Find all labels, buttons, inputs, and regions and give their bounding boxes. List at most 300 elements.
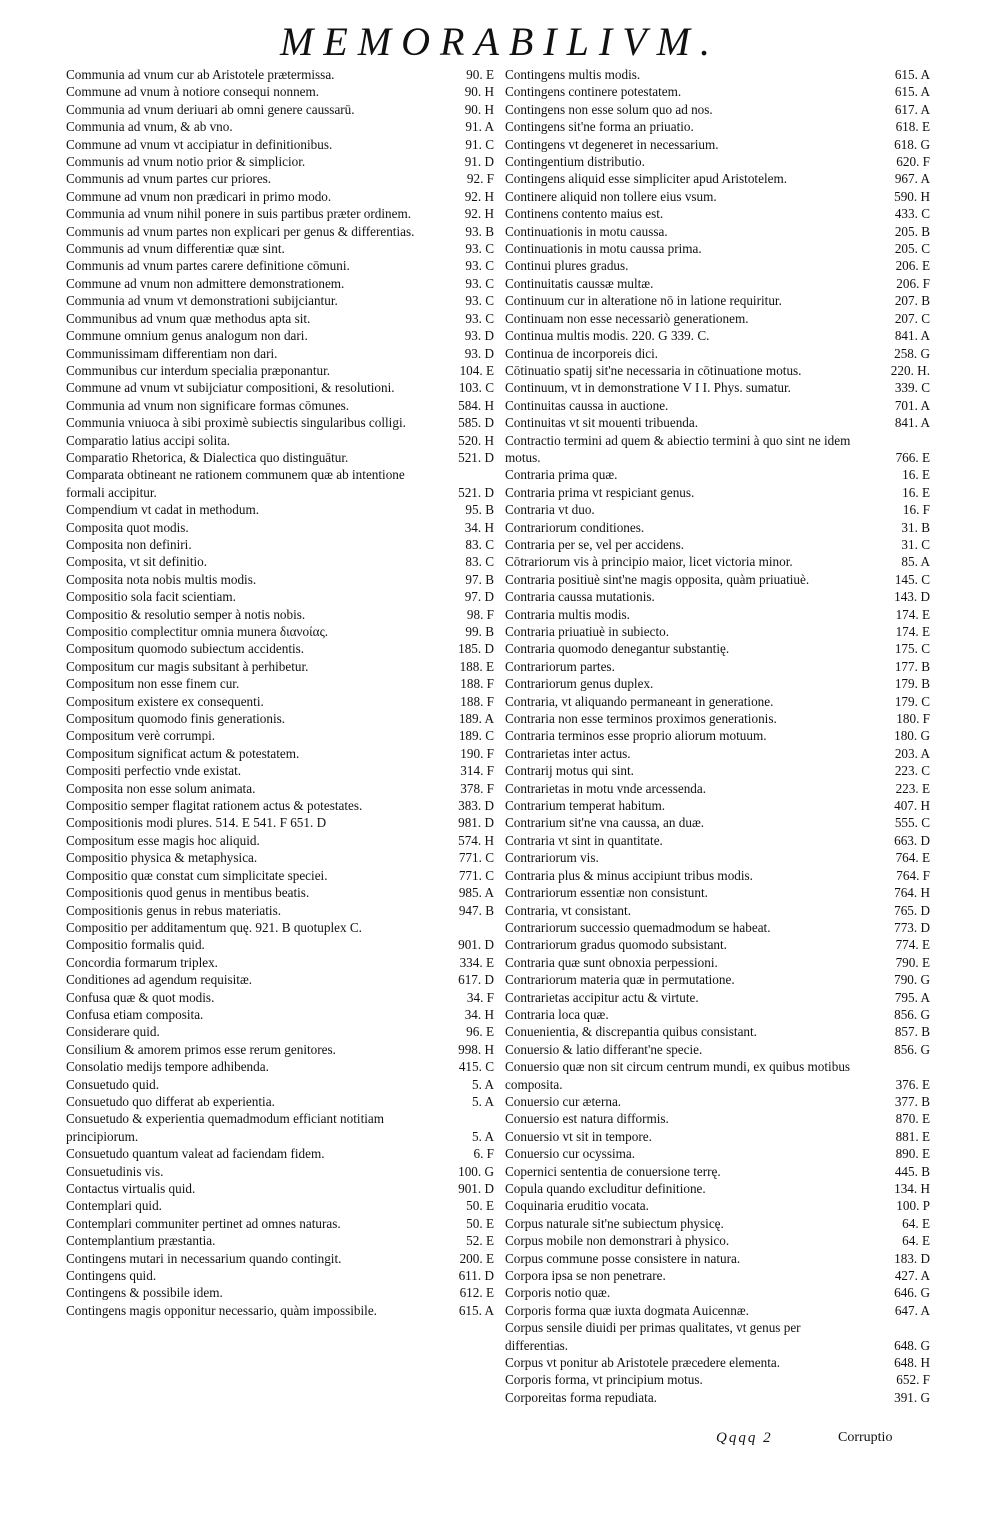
entry-text: Composita nota nobis multis modis. (66, 571, 257, 587)
entry-reference: 99. B (465, 624, 494, 639)
signature-mark: Qqqq 2 (716, 1430, 773, 1446)
entry-reference: 206. F (896, 275, 930, 291)
entry-text: Coquinaria eruditio vocata. (505, 1198, 649, 1214)
entry-reference: 766. E (895, 449, 930, 465)
entry-reference: 220. H. (890, 362, 930, 378)
index-entry (505, 379, 930, 396)
index-entry (66, 1302, 494, 1319)
entry-reference: 433. C (894, 206, 930, 222)
entry-text: Contemplantium præstantia. (66, 1233, 216, 1249)
entry-text: Conuersio quæ non sit circum centrum mundi, ex quibus motibus composita. (505, 1059, 851, 1092)
entry-reference: 207. C (894, 310, 930, 326)
entry-text: Compositio semper flagitat rationem actus & potestates. (66, 798, 363, 814)
index-entry (505, 362, 930, 379)
entry-reference: 615. A (894, 84, 930, 100)
entry-reference: 90. E (466, 67, 494, 82)
entry-text: Consuetudo quid. (66, 1076, 160, 1092)
entry-reference: 612. E (459, 1285, 494, 1301)
entry-text: Communibus cur interdum specialia præponantur. (66, 362, 331, 378)
index-entry (505, 484, 930, 501)
entry-reference: 177. B (894, 658, 930, 674)
entry-reference: 765. D (894, 902, 930, 918)
entry-reference: 93. C (465, 241, 494, 257)
entry-reference: 771. C (458, 850, 494, 866)
entry-reference: 34. F (466, 989, 494, 1005)
entry-text: Contrariorum conditiones. (505, 519, 645, 535)
entry-reference: 998. H (458, 1041, 494, 1057)
entry-text: Consolatio medijs tempore adhibenda. (66, 1059, 269, 1075)
entry-reference: 377. B (894, 1093, 930, 1109)
entry-reference: 881. E (895, 1128, 930, 1144)
index-entry (505, 588, 930, 605)
entry-reference: 96. E (466, 1024, 494, 1040)
entry-text: Contingens continere potestatem. (505, 84, 682, 100)
entry-text: Conuenientia, & discrepantia quibus consistant. (505, 1024, 757, 1040)
index-entry (66, 832, 494, 849)
index-entry (66, 971, 494, 988)
entry-reference: 50. E (466, 1215, 494, 1231)
entry-reference: 207. B (894, 293, 930, 309)
entry-reference: 64. E (902, 1233, 930, 1249)
entry-reference: 188. F (460, 693, 494, 709)
entry-reference: 985. A (458, 885, 494, 901)
index-entry (505, 188, 930, 205)
entry-reference: 93. B (465, 223, 494, 239)
entry-text: Communia ad vnum nihil ponere in suis partibus præter ordinem. (66, 206, 412, 222)
index-entry (505, 1128, 930, 1145)
entry-text: Conuersio est natura difformis. (505, 1111, 669, 1127)
entry-text: Compositio physica & metaphysica. (66, 850, 258, 866)
entry-text: Commune ad vnum non prædicari in primo modo. (66, 188, 332, 204)
entry-text: Corporis forma, vt principium motus. (505, 1372, 703, 1388)
entry-text: Corpus vt ponitur ab Aristotele præcedere elementa. (505, 1355, 781, 1371)
index-entry (505, 501, 930, 518)
entry-text: Contraria per se, vel per accidens. (505, 536, 685, 552)
index-entry (66, 710, 494, 727)
index-entry (505, 1389, 930, 1406)
index-entry (66, 954, 494, 971)
entry-reference: 663. D (894, 832, 930, 848)
index-entry (66, 762, 494, 779)
index-entry (505, 118, 930, 135)
entry-text: Corporis forma quæ iuxta dogmata Auicennæ. (505, 1302, 749, 1318)
index-entry (66, 1232, 494, 1249)
entry-text: Composita non esse solum animata. (66, 780, 256, 796)
index-entry (66, 170, 494, 187)
entry-text: Compositi perfectio vnde existat. (66, 763, 242, 779)
index-entry (66, 66, 494, 83)
entry-reference: 407. H (894, 798, 930, 814)
entry-reference: 91. D (464, 154, 494, 170)
entry-reference: 856. G (894, 1041, 930, 1057)
entry-text: Continua multis modis. 220. G 339. C. (505, 328, 710, 344)
entry-text: Commune ad vnum vt subijciatur compositioni, & resolutioni. (66, 380, 395, 396)
entry-reference: 841. A (894, 328, 930, 344)
entry-text: Contraria, vt consistant. (505, 902, 631, 918)
index-entry (66, 849, 494, 866)
entry-text: Contrarium sit'ne vna caussa, an duæ. (505, 815, 705, 831)
entry-reference: 378. F (460, 780, 494, 796)
entry-text: Compositum quomodo subiectum accidentis. (66, 641, 305, 657)
index-entry (505, 814, 930, 831)
index-entry (505, 867, 930, 884)
index-entry (66, 379, 494, 396)
index-entry (505, 849, 930, 866)
index-entry (505, 327, 930, 344)
entry-text: Contingens multis modis. (505, 67, 641, 82)
entry-reference: 258. G (894, 345, 930, 361)
entry-reference: 947. B (458, 902, 494, 918)
index-entry (66, 466, 494, 501)
entry-text: Contingens non esse solum quo ad nos. (505, 101, 713, 117)
entry-text: Consuetudo quo differat ab experientia. (66, 1093, 275, 1109)
index-entry (66, 919, 494, 936)
entry-text: Contrariorum vis. (505, 850, 599, 866)
entry-reference: 5. A (472, 1076, 494, 1092)
entry-reference: 180. G (894, 728, 930, 744)
index-entry (66, 1180, 494, 1197)
entry-text: Copernici sententia de conuersione terrę. (505, 1163, 721, 1179)
index-entry (505, 257, 930, 274)
index-entry (66, 1267, 494, 1284)
index-entry (505, 345, 930, 362)
entry-text: Contrariorum successio quemadmodum se habeat. (505, 919, 771, 935)
entry-reference: 188. E (459, 658, 494, 674)
entry-reference: 584. H (458, 397, 494, 413)
entry-text: Considerare quid. (66, 1024, 160, 1040)
entry-reference: 92. H (464, 188, 494, 204)
entry-text: Contraria, vt aliquando permaneant in generatione. (505, 693, 774, 709)
entry-reference: 383. D (458, 798, 494, 814)
entry-reference: 615. A (894, 67, 930, 82)
entry-text: Compendium vt cadat in methodum. (66, 502, 260, 518)
entry-reference: 189. C (458, 728, 494, 744)
index-entry (505, 466, 930, 483)
index-entry (66, 362, 494, 379)
entry-text: Comparata obtineant ne rationem communem quæ ab intentione formali accipitur. (66, 467, 405, 500)
entry-reference: 93. C (465, 310, 494, 326)
entry-text: Communia ad vnum non significare formas cōmunes. (66, 397, 350, 413)
index-entry (66, 640, 494, 657)
index-entry (66, 1250, 494, 1267)
index-entry (505, 101, 930, 118)
entry-reference: 427. A (894, 1268, 930, 1284)
index-entry (66, 658, 494, 675)
entry-reference: 445. B (894, 1163, 930, 1179)
index-entry (66, 745, 494, 762)
entry-text: Continui plures gradus. (505, 258, 629, 274)
entry-text: Contrarij motus qui sint. (505, 763, 634, 779)
entry-text: Compositum verè corrumpi. (66, 728, 216, 744)
index-entry (66, 101, 494, 118)
entry-reference: 93. D (464, 345, 494, 361)
entry-text: Contingens quid. (66, 1268, 157, 1284)
index-entry (505, 1354, 930, 1371)
entry-text: Contraria loca quæ. (505, 1006, 609, 1022)
entry-reference: 93. C (465, 275, 494, 291)
entry-text: Compositionis modi plures. 514. E 541. F 651. D (66, 815, 327, 831)
index-entry (66, 553, 494, 570)
entry-reference: 520. H (458, 432, 494, 448)
index-entry (66, 884, 494, 901)
entry-reference: 205. B (894, 223, 930, 239)
index-entry (66, 414, 494, 431)
entry-text: Contraria terminos esse proprio aliorum motuum. (505, 728, 767, 744)
entry-reference: 95. B (465, 502, 494, 518)
index-entry (505, 1006, 930, 1023)
index-entry (66, 675, 494, 692)
index-entry (66, 814, 494, 831)
entry-text: Contraria vt sint in quantitate. (505, 832, 663, 848)
entry-reference: 314. F (460, 763, 494, 779)
entry-reference: 5. A (472, 1128, 494, 1144)
entry-text: Contingens & possibile idem. (66, 1285, 223, 1301)
entry-reference: 901. D (458, 1181, 494, 1196)
entry-reference: 764. F (896, 867, 930, 883)
entry-text: Corpora ipsa se non penetrare. (505, 1268, 666, 1284)
index-entry (66, 345, 494, 362)
entry-reference: 189. A (458, 711, 494, 727)
catchword: Corruptio (838, 1430, 893, 1445)
entry-reference: 90. H (464, 84, 494, 100)
index-entry (66, 780, 494, 797)
index-entry (505, 223, 930, 240)
entry-text: Continuationis in motu caussa. (505, 223, 668, 239)
entry-text: Corporis notio quæ. (505, 1285, 611, 1301)
index-entry (66, 240, 494, 257)
entry-reference: 91. C (465, 136, 494, 152)
index-entry (66, 292, 494, 309)
index-entry (505, 275, 930, 292)
index-entry (66, 1023, 494, 1040)
entry-text: Corpus mobile non demonstrari à physico. (505, 1233, 730, 1249)
entry-text: Continua de incorporeis dici. (505, 345, 659, 361)
index-entry (505, 658, 930, 675)
entry-reference: 200. E (459, 1250, 494, 1266)
entry-reference: 93. C (465, 258, 494, 274)
entry-text: Commune omnium genus analogum non dari. (66, 328, 308, 344)
entry-text: Copula quando excluditur definitione. (505, 1181, 706, 1196)
index-entry (505, 1145, 930, 1162)
entry-reference: 185. D (458, 641, 494, 657)
entry-reference: 652. F (896, 1372, 930, 1388)
entry-reference: 83. C (465, 536, 494, 552)
entry-reference: 795. A (894, 989, 930, 1005)
index-entry (505, 606, 930, 623)
entry-text: Contingens magis opponitur necessario, quàm impossibile. (66, 1302, 377, 1318)
entry-text: Cōtinuatio spatij sit'ne necessaria in cōtinuatione motus. (505, 362, 802, 378)
entry-text: Compositionis quod genus in mentibus beatis. (66, 885, 310, 901)
entry-text: Continuum, vt in demonstratione V I I. Phys. sumatur. (505, 380, 791, 396)
index-entry (505, 292, 930, 309)
page-title: MEMORABILIVM. (280, 19, 720, 64)
entry-reference: 31. C (901, 536, 930, 552)
index-entry (505, 1215, 930, 1232)
entry-text: Composita quot modis. (66, 519, 189, 535)
entry-text: Communis ad vnum partes non explicari per genus & differentias. (66, 223, 415, 239)
index-entry (66, 205, 494, 222)
entry-reference: 856. G (894, 1006, 930, 1022)
index-entry (505, 1250, 930, 1267)
entry-text: Compositio per additamentum quę. 921. B quotuplex C. (66, 919, 362, 935)
index-entry (66, 1006, 494, 1023)
entry-reference: 617. D (458, 972, 494, 988)
entry-reference: 415. C (458, 1059, 494, 1075)
entry-text: Contrariorum genus duplex. (505, 676, 654, 692)
entry-text: Consuetudo quantum valeat ad faciendam fidem. (66, 1146, 325, 1162)
index-entry (505, 1319, 930, 1354)
index-entry (505, 971, 930, 988)
index-entry (66, 797, 494, 814)
entry-text: Contemplari communiter pertinet ad omnes naturas. (66, 1215, 341, 1231)
index-entry (66, 588, 494, 605)
index-entry (505, 553, 930, 570)
entry-text: Contraria positiuè sint'ne magis opposita, quàm priuatiuè. (505, 571, 810, 587)
entry-reference: 620. F (896, 154, 930, 170)
index-entry (66, 1041, 494, 1058)
index-entry (505, 536, 930, 553)
index-entry (66, 118, 494, 135)
entry-text: Contrariorum essentiæ non consistunt. (505, 885, 708, 901)
entry-text: Communis ad vnum partes carere definitione cōmuni. (66, 258, 350, 274)
entry-reference: 6. F (473, 1146, 494, 1162)
entry-text: Commune ad vnum vt accipiatur in definitionibus. (66, 136, 333, 152)
index-entry (66, 536, 494, 553)
index-entry (505, 1197, 930, 1214)
entry-reference: 521. D (458, 449, 494, 465)
index-entry (505, 571, 930, 588)
entry-reference: 841. A (894, 415, 930, 431)
index-entry (505, 902, 930, 919)
entry-text: Contemplari quid. (66, 1198, 162, 1214)
entry-reference: 967. A (894, 171, 930, 187)
entry-text: Contraria plus & minus accipiunt tribus modis. (505, 867, 753, 883)
index-entry (505, 432, 930, 467)
entry-reference: 870. E (895, 1111, 930, 1127)
entry-reference: 223. C (894, 763, 930, 779)
index-entry (505, 954, 930, 971)
entry-reference: 100. P (896, 1198, 930, 1214)
entry-reference: 574. H (458, 832, 494, 848)
entry-text: Conuersio vt sit in tempore. (505, 1128, 652, 1144)
entry-text: Contraria vt duo. (505, 502, 595, 518)
entry-reference: 205. C (894, 241, 930, 257)
entry-text: Compositum significat actum & potestatem. (66, 745, 300, 761)
entry-reference: 790. G (894, 972, 930, 988)
entry-reference: 206. E (895, 258, 930, 274)
entry-reference: 31. B (901, 519, 930, 535)
entry-text: Concordia formarum triplex. (66, 954, 218, 970)
entry-reference: 180. F (896, 711, 930, 727)
index-entry (66, 519, 494, 536)
entry-text: Contraria prima vt respiciant genus. (505, 484, 695, 500)
index-entry (505, 1267, 930, 1284)
index-entry (66, 989, 494, 1006)
entry-reference: 203. A (894, 745, 930, 761)
entry-text: Cōtrariorum vis à principio maior, licet victoria minor. (505, 554, 793, 570)
entry-text: Compositum esse magis hoc aliquid. (66, 832, 260, 848)
entry-reference: 92. H (464, 206, 494, 222)
entry-reference: 521. D (458, 484, 494, 500)
entry-text: Communis ad vnum differentiæ quæ sint. (66, 241, 285, 257)
entry-reference: 701. A (894, 397, 930, 413)
entry-text: Continens contento maius est. (505, 206, 664, 222)
entry-reference: 190. F (460, 745, 494, 761)
entry-reference: 34. H (464, 1006, 494, 1022)
entry-text: Compositio formalis quid. (66, 937, 205, 953)
entry-text: Contingens vt degeneret in necessarium. (505, 136, 719, 152)
entry-text: Corpus naturale sit'ne subiectum physicę. (505, 1215, 724, 1231)
entry-text: Contrarietas inter actus. (505, 745, 631, 761)
entry-reference: 52. E (466, 1233, 494, 1249)
index-entry (66, 1197, 494, 1214)
entry-reference: 981. D (458, 815, 494, 831)
entry-reference: 93. C (465, 293, 494, 309)
index-entry (66, 902, 494, 919)
entry-reference: 103. C (458, 380, 494, 396)
index-entry (505, 1180, 930, 1197)
entry-text: Compositio complectitur omnia munera διανοίας. (66, 624, 329, 639)
index-entry (505, 919, 930, 936)
entry-text: Comparatio Rhetorica, & Dialectica quo distinguātur. (66, 449, 349, 465)
entry-reference: 64. E (902, 1215, 930, 1231)
entry-reference: 764. H (894, 885, 930, 901)
index-entry (66, 1058, 494, 1075)
entry-reference: 174. E (895, 624, 930, 639)
entry-reference: 890. E (895, 1146, 930, 1162)
entry-text: Compositum quomodo finis generationis. (66, 711, 286, 727)
index-entry (66, 1215, 494, 1232)
index-entry (505, 1232, 930, 1249)
entry-reference: 174. E (895, 606, 930, 622)
index-entry (505, 1023, 930, 1040)
index-entry (505, 1041, 930, 1058)
entry-text: Commune ad vnum à notiore consequi nonnem. (66, 84, 320, 100)
entry-reference: 104. E (459, 362, 494, 378)
entry-text: Contraria multis modis. (505, 606, 630, 622)
entry-reference: 179. C (894, 693, 930, 709)
entry-reference: 34. H (464, 519, 494, 535)
index-entry (505, 745, 930, 762)
entry-reference: 97. D (464, 589, 494, 605)
entry-text: Compositum existere ex consequenti. (66, 693, 264, 709)
entry-text: Compositum cur magis subsitant à perhibetur. (66, 658, 309, 674)
index-entry (66, 223, 494, 240)
entry-text: Continere aliquid non tollere eius vsum. (505, 188, 717, 204)
index-entry (66, 83, 494, 100)
entry-text: Continuum cur in alteratione nō in latione requiritur. (505, 293, 782, 309)
index-entry (66, 501, 494, 518)
entry-text: Contingens sit'ne forma an priuatio. (505, 119, 694, 135)
index-entry (66, 623, 494, 640)
index-entry (66, 397, 494, 414)
entry-text: Communia ad vnum vt demonstrationi subijciantur. (66, 293, 338, 309)
index-entry (505, 397, 930, 414)
entry-reference: 334. E (459, 954, 494, 970)
entry-text: Communissimam differentiam non dari. (66, 345, 278, 361)
index-entry (66, 1284, 494, 1301)
entry-text: Confusa quæ & quot modis. (66, 989, 215, 1005)
entry-reference: 585. D (458, 415, 494, 431)
entry-reference: 143. D (894, 589, 930, 605)
index-entry (66, 1076, 494, 1093)
entry-text: Composita non definiri. (66, 536, 192, 552)
entry-text: Composita, vt sit definitio. (66, 554, 208, 570)
entry-reference: 183. D (894, 1250, 930, 1266)
index-entry (505, 205, 930, 222)
index-entry (66, 275, 494, 292)
index-entry (505, 797, 930, 814)
